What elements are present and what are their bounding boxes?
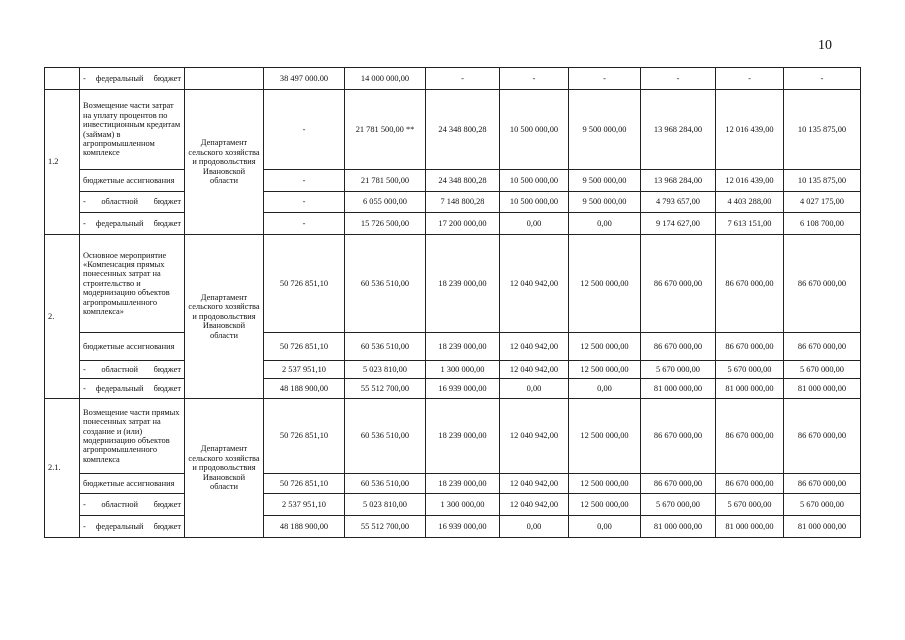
amount-cell: 10 135 875,00 — [784, 170, 861, 192]
row-label-cell: Возмещение части прямых понесенных затрат на создание и (или) модернизацию объектов агропромышленного комплекса — [80, 399, 185, 474]
amount-cell: 5 670 000,00 — [641, 361, 716, 379]
amount-cell: 60 536 510,00 — [345, 333, 426, 361]
table-row — [45, 379, 861, 399]
amount-cell: 60 536 510,00 — [345, 235, 426, 333]
table-row — [45, 361, 861, 379]
amount-cell: 17 200 000,00 — [426, 213, 500, 235]
amount-cell: 86 670 000,00 — [641, 235, 716, 333]
row-label-cell: бюджетные ассигнования — [80, 333, 185, 361]
amount-cell: 60 536 510,00 — [345, 399, 426, 474]
amount-cell: 18 239 000,00 — [426, 474, 500, 494]
amount-cell: 2 537 951,10 — [264, 494, 345, 516]
amount-cell: 86 670 000,00 — [641, 399, 716, 474]
amount-cell: 12 040 942,00 — [500, 474, 569, 494]
row-label-cell: - областной бюджет — [80, 192, 185, 213]
amount-cell: 5 670 000,00 — [784, 361, 861, 379]
amount-cell: 7 613 151,00 — [716, 213, 784, 235]
amount-cell: 1 300 000,00 — [426, 494, 500, 516]
amount-cell: 5 023 810,00 — [345, 361, 426, 379]
row-label-cell: Возмещение части затрат на уплату процентов по инвестиционным кредитам (займам) в агропромышленном комплексе — [80, 90, 185, 170]
amount-cell: 21 781 500,00 — [345, 170, 426, 192]
amount-cell: 5 670 000,00 — [716, 494, 784, 516]
amount-cell: 4 793 657,00 — [641, 192, 716, 213]
amount-cell: 81 000 000,00 — [641, 379, 716, 399]
amount-cell: 81 000 000,00 — [716, 516, 784, 538]
amount-cell: 48 188 900,00 — [264, 516, 345, 538]
amount-cell: 16 939 000,00 — [426, 516, 500, 538]
amount-cell: 4 027 175,00 — [784, 192, 861, 213]
amount-cell: 0,00 — [569, 516, 641, 538]
amount-cell: 12 040 942,00 — [500, 333, 569, 361]
amount-cell: 0,00 — [500, 379, 569, 399]
row-label-cell: - федеральный бюджет — [80, 516, 185, 538]
amount-cell: 24 348 800,28 — [426, 90, 500, 170]
amount-cell: - — [264, 170, 345, 192]
table-row — [45, 192, 861, 213]
amount-cell: 16 939 000,00 — [426, 379, 500, 399]
amount-cell: 86 670 000,00 — [716, 333, 784, 361]
amount-cell: 18 239 000,00 — [426, 399, 500, 474]
amount-cell: 9 500 000,00 — [569, 192, 641, 213]
amount-cell: 9 500 000,00 — [569, 90, 641, 170]
amount-cell: 50 726 851,10 — [264, 399, 345, 474]
table-row — [45, 474, 861, 494]
amount-cell: 2 537 951,10 — [264, 361, 345, 379]
amount-cell: 0,00 — [500, 516, 569, 538]
amount-cell: 55 512 700,00 — [345, 516, 426, 538]
executor-cell: Департамент сельского хозяйства и продовольствия Ивановской области — [185, 399, 264, 538]
row-label-cell: бюджетные ассигнования — [80, 474, 185, 494]
row-label-cell: - областной бюджет — [80, 361, 185, 379]
amount-cell: 50 726 851,10 — [264, 235, 345, 333]
table-row — [45, 90, 861, 170]
amount-cell: 81 000 000,00 — [641, 516, 716, 538]
amount-cell: 12 040 942,00 — [500, 399, 569, 474]
amount-cell: 86 670 000,00 — [784, 399, 861, 474]
row-label-cell: бюджетные ассигнования — [80, 170, 185, 192]
amount-cell: 9 500 000,00 — [569, 170, 641, 192]
amount-cell: 50 726 851,10 — [264, 333, 345, 361]
row-index-cell — [45, 68, 80, 90]
amount-cell: 12 040 942,00 — [500, 235, 569, 333]
amount-cell: 12 500 000,00 — [569, 399, 641, 474]
row-label-cell: Основное мероприятие «Компенсация прямых понесенных затрат на строительство и модернизацию объектов агропромышленного комплекса» — [80, 235, 185, 333]
amount-cell: 5 023 810,00 — [345, 494, 426, 516]
amount-cell: 86 670 000,00 — [716, 399, 784, 474]
amount-cell: 81 000 000,00 — [784, 379, 861, 399]
amount-cell: 86 670 000,00 — [784, 235, 861, 333]
amount-cell: - — [264, 90, 345, 170]
amount-cell: 13 968 284,00 — [641, 90, 716, 170]
amount-cell: 10 500 000,00 — [500, 192, 569, 213]
amount-cell: 86 670 000,00 — [641, 474, 716, 494]
amount-cell: 5 670 000,00 — [784, 494, 861, 516]
executor-cell: Департамент сельского хозяйства и продовольствия Ивановской области — [185, 235, 264, 399]
amount-cell: 12 500 000,00 — [569, 333, 641, 361]
amount-cell: 86 670 000,00 — [784, 474, 861, 494]
amount-cell: 10 500 000,00 — [500, 90, 569, 170]
row-label-cell: - федеральный бюджет — [80, 379, 185, 399]
row-label-cell: - федеральный бюджет — [80, 213, 185, 235]
page-number: 10 — [818, 38, 832, 53]
table-row — [45, 170, 861, 192]
table-row — [45, 494, 861, 516]
amount-cell: 0,00 — [500, 213, 569, 235]
amount-cell: 9 174 627,00 — [641, 213, 716, 235]
amount-cell: 7 148 800,28 — [426, 192, 500, 213]
row-label-cell: - областной бюджет — [80, 494, 185, 516]
amount-cell: - — [641, 68, 716, 90]
amount-cell: 38 497 000.00 — [264, 68, 345, 90]
table-row — [45, 516, 861, 538]
table-row — [45, 399, 861, 474]
amount-cell: 86 670 000,00 — [716, 474, 784, 494]
amount-cell: - — [569, 68, 641, 90]
amount-cell: - — [426, 68, 500, 90]
amount-cell: 0,00 — [569, 213, 641, 235]
amount-cell: 18 239 000,00 — [426, 235, 500, 333]
row-index-cell: 2.1. — [45, 399, 80, 538]
amount-cell: 18 239 000,00 — [426, 333, 500, 361]
amount-cell: 10 500 000,00 — [500, 170, 569, 192]
amount-cell: 12 016 439,00 — [716, 90, 784, 170]
amount-cell: 5 670 000,00 — [641, 494, 716, 516]
amount-cell: 15 726 500,00 — [345, 213, 426, 235]
amount-cell: - — [264, 192, 345, 213]
amount-cell: 81 000 000,00 — [784, 516, 861, 538]
amount-cell: 24 348 800,28 — [426, 170, 500, 192]
amount-cell: 60 536 510,00 — [345, 474, 426, 494]
row-index-cell: 1.2 — [45, 90, 80, 235]
amount-cell: 6 055 000,00 — [345, 192, 426, 213]
amount-cell: 12 500 000,00 — [569, 361, 641, 379]
amount-cell: 12 040 942,00 — [500, 494, 569, 516]
table-row — [45, 68, 861, 90]
amount-cell: 10 135 875,00 — [784, 90, 861, 170]
budget-table — [44, 67, 861, 538]
table-row — [45, 213, 861, 235]
amount-cell: 81 000 000,00 — [716, 379, 784, 399]
amount-cell: 86 670 000,00 — [716, 235, 784, 333]
amount-cell: 55 512 700,00 — [345, 379, 426, 399]
amount-cell: 50 726 851,10 — [264, 474, 345, 494]
table-row — [45, 333, 861, 361]
amount-cell: - — [500, 68, 569, 90]
amount-cell: - — [264, 213, 345, 235]
amount-cell: 12 040 942,00 — [500, 361, 569, 379]
amount-cell: 48 188 900,00 — [264, 379, 345, 399]
amount-cell: 21 781 500,00 ** — [345, 90, 426, 170]
amount-cell: - — [716, 68, 784, 90]
amount-cell: - — [784, 68, 861, 90]
amount-cell: 14 000 000,00 — [345, 68, 426, 90]
table-row — [45, 235, 861, 333]
amount-cell: 4 403 288,00 — [716, 192, 784, 213]
amount-cell: 6 108 700,00 — [784, 213, 861, 235]
amount-cell: 12 500 000,00 — [569, 474, 641, 494]
row-index-cell: 2. — [45, 235, 80, 399]
amount-cell: 13 968 284,00 — [641, 170, 716, 192]
amount-cell: 12 500 000,00 — [569, 494, 641, 516]
amount-cell: 5 670 000,00 — [716, 361, 784, 379]
amount-cell: 12 016 439,00 — [716, 170, 784, 192]
executor-cell: Департамент сельского хозяйства и продовольствия Ивановской области — [185, 90, 264, 235]
executor-cell — [185, 68, 264, 90]
amount-cell: 0,00 — [569, 379, 641, 399]
amount-cell: 86 670 000,00 — [641, 333, 716, 361]
amount-cell: 12 500 000,00 — [569, 235, 641, 333]
amount-cell: 1 300 000,00 — [426, 361, 500, 379]
amount-cell: 86 670 000,00 — [784, 333, 861, 361]
row-label-cell: - федеральный бюджет — [80, 68, 185, 90]
